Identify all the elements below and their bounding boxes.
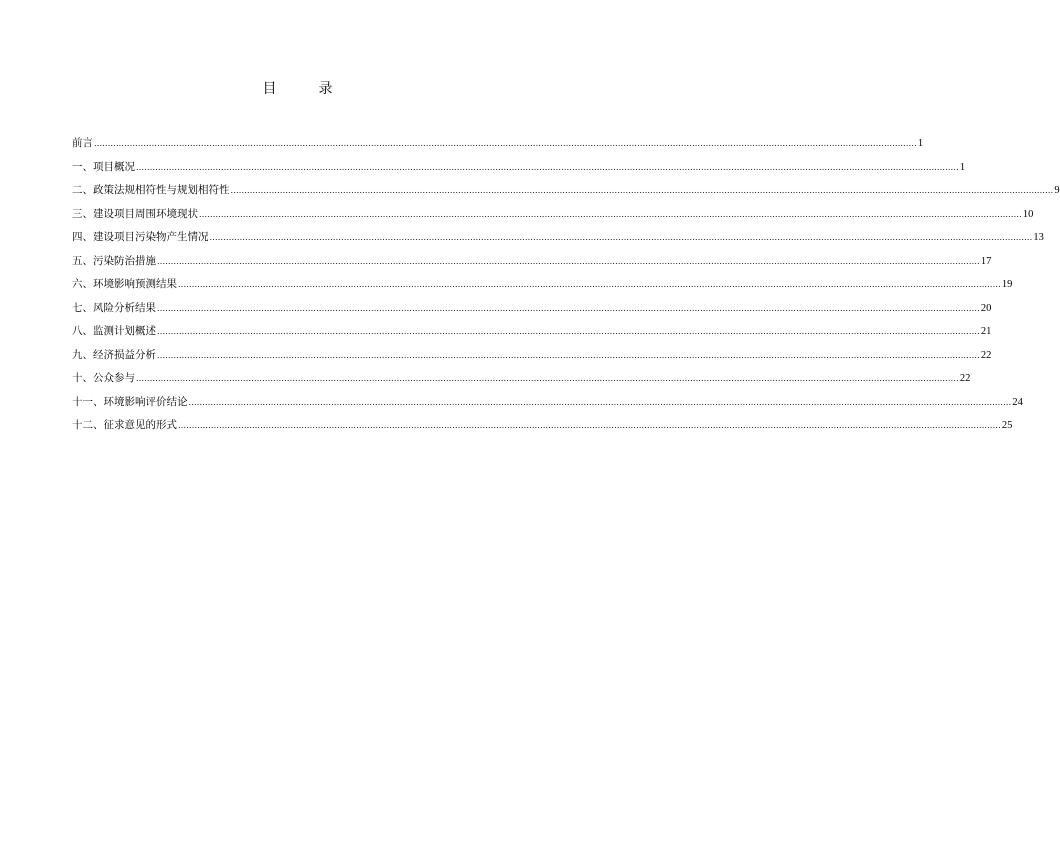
dot-leader: ............................................................................................................................................................................................................................................................................................................: [178, 421, 1001, 430]
toc-entry-preface[interactable]: [72, 136, 924, 160]
toc-page-number: 25: [1001, 420, 1013, 431]
toc-entry-label: 五、污染防治措施: [72, 254, 156, 267]
toc-entry-environment-status[interactable]: [72, 207, 1034, 231]
toc-page-number: 19: [1001, 279, 1013, 290]
toc-entry-public-participation[interactable]: [72, 371, 971, 395]
toc-page-number: 17: [980, 255, 992, 267]
toc-entry-label: 二、政策法规相符性与规划相符性: [72, 184, 230, 196]
dot-leader: ............................................................................................................................................................................................................................................................................................................: [178, 280, 1001, 289]
toc-page-number: 1: [917, 138, 924, 149]
toc-entry-monitoring-plan[interactable]: [72, 324, 992, 348]
dot-leader: ............................................................................................................................................................................................................................................................................................................: [199, 209, 1022, 219]
toc-page-number: 24: [1012, 396, 1023, 408]
toc-entry-pollution-control[interactable]: [72, 254, 992, 278]
toc-entry-eia-conclusion[interactable]: [72, 395, 1023, 419]
dot-leader: ............................................................................................................................................................................................................................................................................................................: [188, 397, 1012, 407]
dot-leader: ............................................................................................................................................................................................................................................................................................................: [157, 303, 980, 313]
toc-entry-consultation-form[interactable]: [72, 418, 1013, 442]
toc-page-number: 21: [980, 326, 992, 337]
toc-entry-economic-analysis[interactable]: [72, 348, 992, 372]
toc-page-number: 22: [959, 373, 971, 384]
toc-entry-label: 七、风险分析结果: [72, 301, 156, 314]
dot-leader: ............................................................................................................................................................................................................................................................................................................: [230, 186, 1054, 195]
dot-leader: ............................................................................................................................................................................................................................................................................................................: [94, 139, 917, 148]
dot-leader: ............................................................................................................................................................................................................................................................................................................: [136, 374, 959, 383]
toc-entry-pollutant-generation[interactable]: [72, 230, 1044, 254]
dot-leader: ............................................................................................................................................................................................................................................................................................................: [157, 327, 980, 336]
toc-entry-label: 三、建设项目周围环境现状: [72, 207, 198, 220]
toc-entry-label: 一、项目概况: [72, 160, 135, 173]
toc-page-number: 10: [1022, 208, 1034, 220]
toc-entry-risk-analysis[interactable]: [72, 301, 992, 325]
toc-entry-label: 十、公众参与: [72, 372, 135, 384]
toc-entry-label: 九、经济损益分析: [72, 348, 156, 361]
toc-page-number: 13: [1033, 232, 1044, 243]
toc-entry-project-overview[interactable]: [72, 160, 966, 184]
toc-entry-label: 六、环境影响预测结果: [72, 278, 177, 290]
toc-page-number: 9: [1054, 185, 1060, 196]
toc-entry-label: 十一、环境影响评价结论: [72, 395, 188, 408]
toc-page-number: 20: [980, 302, 992, 314]
toc-page-number: 1: [959, 161, 966, 173]
dot-leader: ............................................................................................................................................................................................................................................................................................................: [136, 162, 959, 172]
table-of-contents: [72, 136, 1060, 442]
toc-entry-policy-conformity[interactable]: [72, 183, 1060, 207]
toc-entry-label: 前言: [72, 137, 93, 149]
page-title: 目 录: [262, 81, 347, 97]
toc-entry-label: 四、建设项目污染物产生情况: [72, 231, 209, 243]
toc-entry-label: 十二、征求意见的形式: [72, 419, 177, 431]
toc-entry-impact-prediction[interactable]: [72, 277, 1013, 301]
toc-entry-label: 八、监测计划概述: [72, 325, 156, 337]
dot-leader: ............................................................................................................................................................................................................................................................................................................: [209, 233, 1033, 242]
dot-leader: ............................................................................................................................................................................................................................................................................................................: [157, 256, 980, 266]
toc-page-number: 22: [980, 349, 992, 361]
dot-leader: ............................................................................................................................................................................................................................................................................................................: [157, 350, 980, 360]
